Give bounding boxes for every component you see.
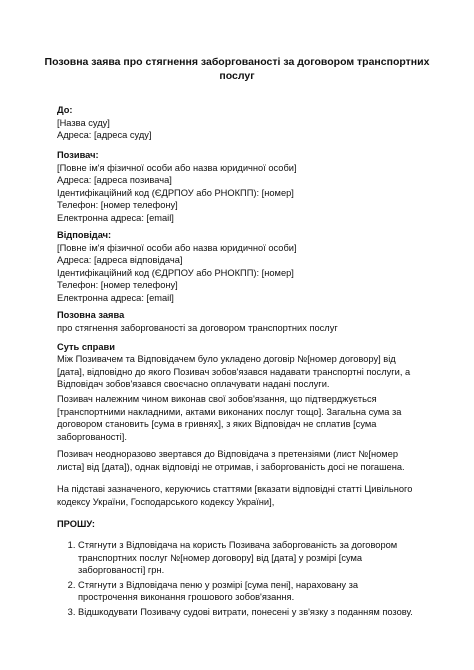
essence-paragraph: Позивач належним чином виконав свої зобов'язання, що підтверджується [транспортними накладними, актами виконаних послуг тощо]. Загальна сума за договором становить [сума в гривнях], з яких Відповідач не сплатив [сума заборгованості]. <box>57 394 402 442</box>
claim-section <box>57 309 417 334</box>
defendant-section <box>57 229 417 305</box>
court-address: Адреса: [адреса суду] <box>57 130 152 141</box>
court-name: [Назва суду] <box>57 117 110 128</box>
plaintiff-section <box>57 149 417 225</box>
essence-paragraph-4-block <box>57 483 417 508</box>
request-heading: ПРОШУ: <box>57 519 95 529</box>
essence-heading-block <box>57 341 417 354</box>
defendant-phone: Телефон: [номер телефону] <box>57 280 178 291</box>
plaintiff-address: Адреса: [адреса позивача] <box>57 175 172 186</box>
court-heading: До: <box>57 105 73 115</box>
court-section <box>57 104 417 142</box>
claim-heading: Позовна заява <box>57 310 125 320</box>
essence-paragraph: Між Позивачем та Відповідачем було укладено договір №[номер договору] від [дата], відповідно до якого Позивач зобов'язався надавати транспортні послуги, а Відповідач зобов'язався своєчасно оплачувати надані послуги. <box>57 354 411 390</box>
defendant-id-code: Ідентифікаційний код (ЄДРПОУ або РНОКПП): [номер] <box>57 267 294 278</box>
essence-paragraph: На підставі зазначеного, керуючись статтями [вказати відповідні статті Цивільного кодексу України, Господарського кодексу України], <box>57 484 413 507</box>
essence-paragraph: Позивач неодноразово звертався до Відповідача з претензіями (лист №[номер листа] від [дата]), однак відповіді не отримав, і заборгованість досі не погашена. <box>57 449 405 472</box>
defendant-name: [Повне ім'я фізичної особи або назва юридичної особи] <box>57 242 297 253</box>
request-heading-block <box>57 518 417 531</box>
plaintiff-heading: Позивач: <box>57 150 99 160</box>
plaintiff-phone: Телефон: [номер телефону] <box>57 200 178 211</box>
request-item: 1. Стягнути з Відповідача на користь Позивача заборгованість за договором транспортних послуг №[номер договору] від [дата] у розмірі [сума заборгованості] грн. <box>78 539 418 577</box>
essence-paragraph-1-block <box>57 353 417 391</box>
request-item: 3. Відшкодувати Позивачу судові витрати, понесені у зв'язку з поданням позову. <box>78 606 418 619</box>
essence-paragraph-3-block <box>57 448 417 473</box>
defendant-heading: Відповідач: <box>57 230 112 240</box>
request-list <box>48 539 418 619</box>
request-list-block <box>48 539 418 621</box>
plaintiff-email: Електронна адреса: [email] <box>57 212 174 223</box>
plaintiff-name: [Повне ім'я фізичної особи або назва юридичної особи] <box>57 162 297 173</box>
defendant-email: Електронна адреса: [email] <box>57 292 174 303</box>
essence-paragraph-2-block <box>57 393 417 443</box>
claim-subtitle: про стягнення заборгованості за договором транспортних послуг <box>57 322 338 333</box>
plaintiff-id-code: Ідентифікаційний код (ЄДРПОУ або РНОКПП): [номер] <box>57 187 294 198</box>
request-item: 2. Стягнути з Відповідача пеню у розмірі [сума пені], нараховану за прострочення виконання грошового зобов'язання. <box>78 579 418 604</box>
document-title: Позовна заява про стягнення заборгованості за договором транспортних послуг <box>44 56 430 82</box>
defendant-address: Адреса: [адреса відповідача] <box>57 255 183 266</box>
essence-heading: Суть справи <box>57 342 115 352</box>
